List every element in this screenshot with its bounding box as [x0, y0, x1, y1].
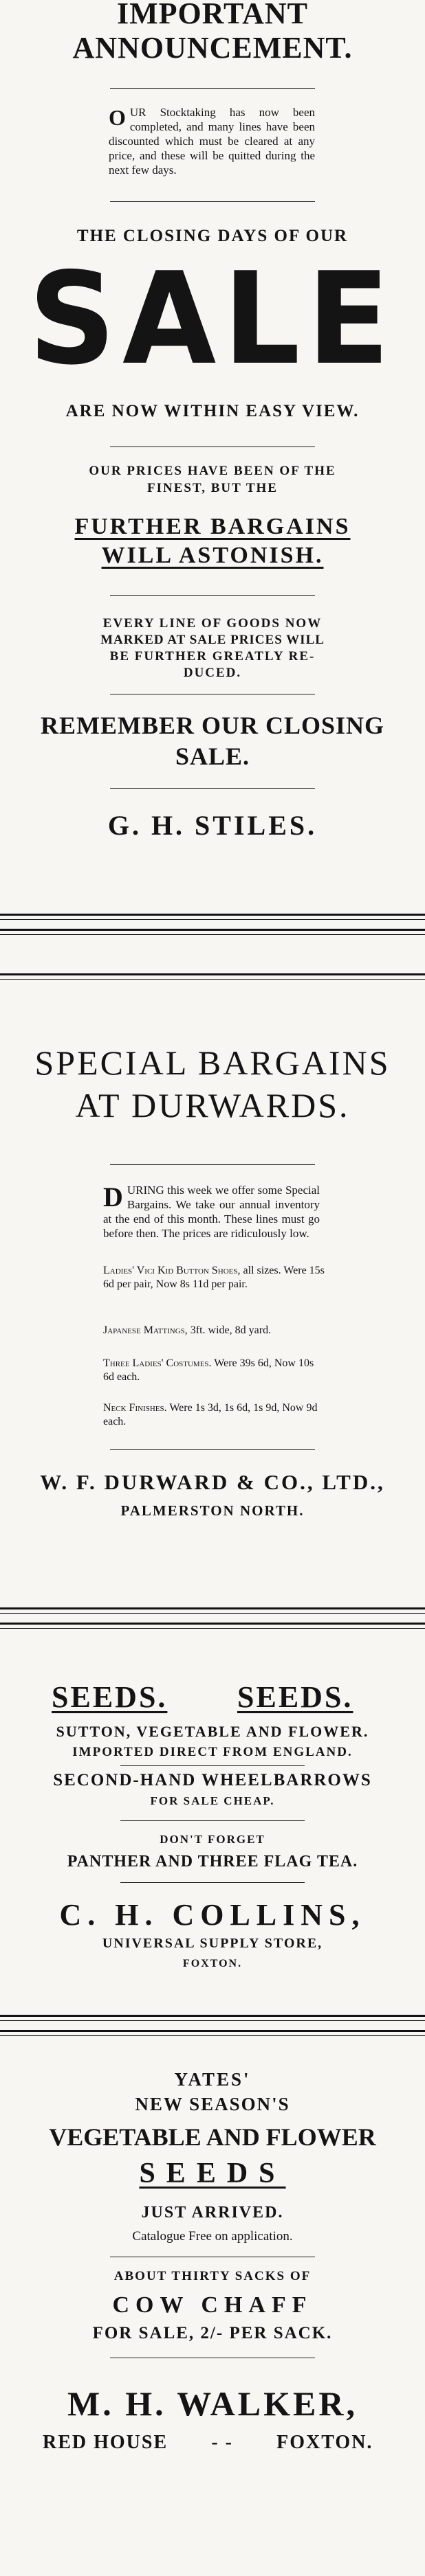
item-vici-kid-shoes	[103, 1264, 327, 1291]
divider	[110, 201, 315, 202]
heading-announcement: ANNOUNCEMENT.	[72, 31, 353, 65]
yates-line: YATES'	[174, 2069, 251, 2090]
item-detail: Were 1s 3d, 1s 6d, 1s 9d, Now 9d each.	[103, 1402, 318, 1427]
durward-intro	[103, 1183, 320, 1241]
universal-store: UNIVERSAL SUPPLY STORE,	[102, 1936, 323, 1951]
column-separator	[0, 2030, 425, 2036]
column-separator	[0, 2015, 425, 2021]
signature-collins: C. H. COLLINS,	[59, 1898, 366, 1932]
thirty-sacks-line: ABOUT THIRTY SACKS OF	[113, 2269, 312, 2283]
item-detail: 3ft. wide, 8d yard.	[190, 1324, 272, 1336]
item-name: Ladies' Vici Kid Button Shoes,	[103, 1265, 241, 1276]
divider	[120, 1765, 305, 1766]
catalogue-line: Catalogue Free on application.	[132, 2229, 293, 2244]
vegetable-flower-line: VEGETABLE AND FLOWER	[49, 2123, 376, 2151]
stocktaking-text: UR Stocktaking has now been completed, and many lines have been discounted which must be cleared at any price, and these will be quitted during the next few days.	[109, 106, 315, 177]
divider	[110, 595, 315, 596]
item-name: Neck Finishes.	[103, 1402, 167, 1414]
intro-line-1: URING this week we offer some	[127, 1184, 283, 1197]
column-separator	[0, 929, 425, 935]
divider	[110, 88, 315, 89]
column-separator	[0, 914, 425, 920]
red-house: RED HOUSE	[43, 2432, 168, 2453]
item-name: Three Ladies' Costumes.	[103, 1357, 212, 1369]
intro-rest: our annual inventory at the end of this month. These lines must go before then. The prices are ridiculously low.	[103, 1198, 320, 1240]
signature-stiles: G. H. STILES.	[107, 810, 318, 841]
within-view-text: ARE NOW WITHIN EASY VIEW.	[65, 402, 360, 420]
divider	[110, 1449, 315, 1450]
every-line-2: MARKED AT SALE PRICES WILL	[100, 633, 325, 647]
seeds-headline: SEEDS	[139, 2158, 286, 2189]
intro-line-2: Special Bargains. We take	[127, 1184, 320, 1211]
heading-seeds-right: SEEDS.	[237, 1680, 353, 1714]
prices-line-2: FINEST, BUT THE	[147, 481, 278, 495]
will-astonish: WILL ASTONISH.	[101, 543, 324, 568]
cow-chaff-line: COW CHAFF	[112, 2292, 313, 2318]
item-detail: Were 39s 6d, Now 10s 6d each.	[103, 1357, 314, 1383]
dropcap-o: O	[109, 105, 126, 130]
further-bargains: FURTHER BARGAINS	[74, 514, 351, 539]
item-japanese-mattings	[103, 1324, 327, 1337]
column-separator	[0, 1623, 425, 1629]
divider	[120, 1820, 305, 1821]
column-separator	[0, 973, 425, 980]
location-dashes: - -	[211, 2432, 233, 2453]
for-sale-line: FOR SALE, 2/- PER SACK.	[92, 2324, 333, 2342]
stocktaking-notice	[109, 105, 315, 177]
sale-cheap-line: FOR SALE CHEAP.	[150, 1794, 275, 1807]
heading-important: IMPORTANT	[117, 0, 308, 30]
heading-special-bargains: SPECIAL BARGAINS	[34, 1043, 391, 1082]
closing-days-text: THE CLOSING DAYS OF OUR	[76, 227, 349, 245]
wheelbarrows-line: SECOND-HAND WHEELBARROWS	[53, 1771, 372, 1789]
location-foxton: FOXTON.	[276, 2432, 373, 2453]
item-name: Japanese Mattings,	[103, 1324, 188, 1336]
signature-walker: M. H. WALKER,	[67, 2384, 358, 2423]
every-line-4: DUCED.	[183, 666, 242, 680]
walker-location	[43, 2432, 400, 2454]
heading-seeds-left: SEEDS.	[52, 1680, 168, 1714]
dropcap-d: D	[103, 1182, 123, 1212]
signature-durward: W. F. DURWARD & CO., LTD.,	[40, 1470, 385, 1494]
prices-line-1: OUR PRICES HAVE BEEN OF THE	[89, 464, 336, 478]
location-palmerston: PALMERSTON NORTH.	[120, 1502, 305, 1519]
item-ladies-costumes	[103, 1357, 327, 1384]
heading-at-durwards: AT DURWARDS.	[75, 1086, 350, 1125]
column-separator	[0, 1607, 425, 1614]
dont-forget-line: DON'T FORGET	[160, 1833, 265, 1846]
sutton-line: SUTTON, VEGETABLE AND FLOWER.	[56, 1723, 369, 1740]
new-season-line: NEW SEASON'S	[135, 2094, 290, 2114]
every-line-3: BE FURTHER GREATLY RE-	[109, 649, 316, 664]
remember-line-2: SALE.	[175, 743, 250, 770]
item-detail: all sizes. Were 15s 6d per pair, Now 8s 11d per pair.	[103, 1265, 325, 1290]
remember-line-1: REMEMBER OUR CLOSING	[40, 712, 385, 739]
divider	[120, 1882, 305, 1883]
location-foxton: FOXTON.	[182, 1958, 243, 1969]
imported-line: IMPORTED DIRECT FROM ENGLAND.	[72, 1745, 353, 1759]
panther-tea-line: PANTHER AND THREE FLAG TEA.	[67, 1853, 358, 1871]
every-line-1: EVERY LINE OF GOODS NOW	[102, 616, 323, 631]
just-arrived-line: JUST ARRIVED.	[141, 2204, 284, 2222]
divider	[110, 1164, 315, 1165]
item-neck-finishes	[103, 1401, 327, 1429]
sale-headline: SALE	[28, 245, 397, 394]
divider	[110, 788, 315, 789]
